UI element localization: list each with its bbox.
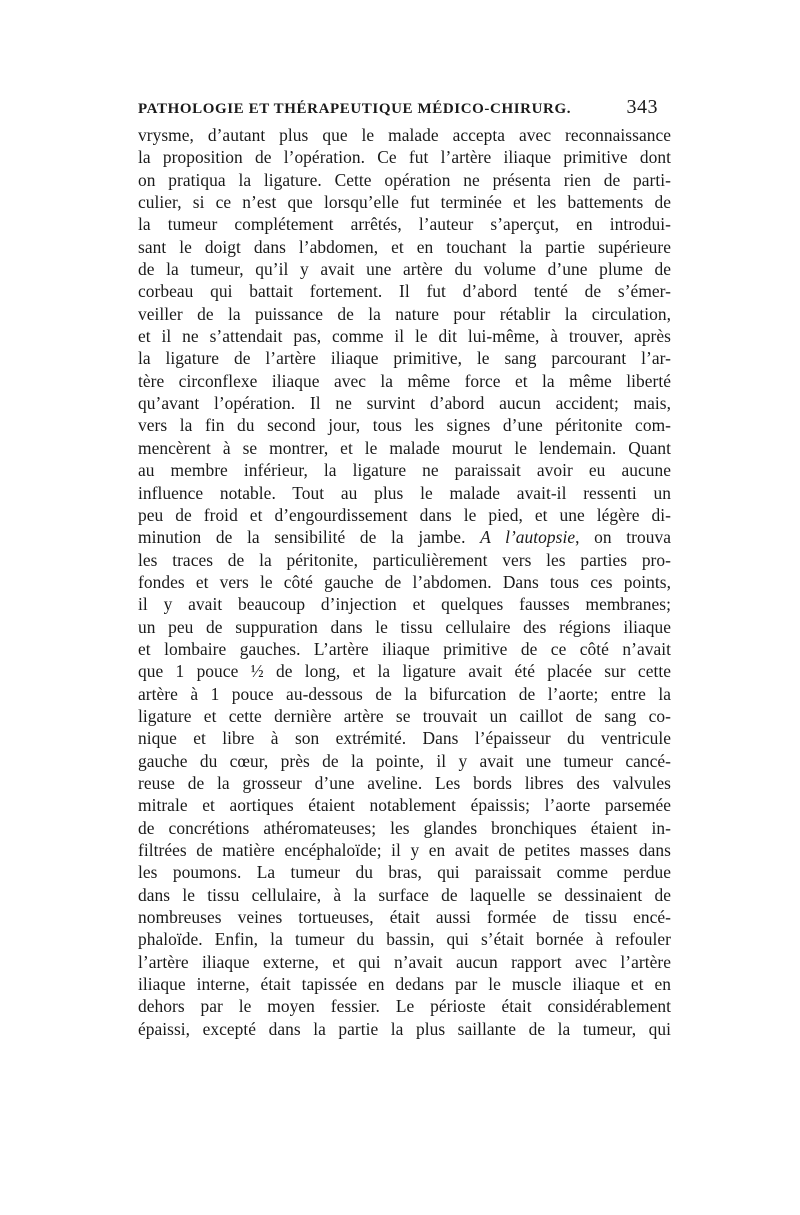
text-line: tère circonflexe iliaque avec la même force et la même liberté [138,370,671,391]
page-number: 343 [626,96,658,118]
text-segment: minution de la sensibilité de la jambe. [138,527,466,548]
text-line: au membre inférieur, la ligature ne paraissait avoir eu aucune [138,460,671,481]
text-line: l’artère iliaque externe, et qui n’avait aucun rapport avec l’artère [138,951,671,972]
text-line: la ligature de l’artère iliaque primitive, le sang parcourant l’ar- [138,348,671,369]
text-line: dehors par le moyen fessier. Le périoste était considérablement [138,996,671,1017]
text-line: reuse de la grosseur d’une aveline. Les bords libres des valvules [138,772,671,793]
text-line: la proposition de l’opération. Ce fut l’artère iliaque primitive dont [138,147,671,168]
text-line: influence notable. Tout au plus le malade avait-il ressenti un [138,482,671,503]
text-line: on pratiqua la ligature. Cette opération ne présenta rien de parti- [138,169,671,190]
text-line: veiller de la puissance de la nature pour rétablir la circulation, [138,303,671,324]
text-line: fondes et vers le côté gauche de l’abdomen. Dans tous ces points, [138,571,671,592]
text-line: culier, si ce n’est que lorsqu’elle fut terminée et les battements de [138,192,671,213]
running-title: PATHOLOGIE ET THÉRAPEUTIQUE MÉDICO-CHIRURG. [138,101,572,117]
text-line: phaloïde. Enfin, la tumeur du bassin, qui s’était bornée à refouler [138,929,671,950]
running-head [138,96,658,122]
text-line: de concrétions athéromateuses; les glandes bronchiques étaient in- [138,817,671,838]
italic-autopsie: A l’autopsie [480,527,576,548]
text-line: peu de froid et d’engourdissement dans le pied, et une légère di- [138,504,671,525]
text-line: qu’avant l’opération. Il ne survint d’abord aucun accident; mais, [138,393,671,414]
text-line: ligature et cette dernière artère se trouvait un caillot de sang co- [138,705,671,726]
text-line: et lombaire gauches. L’artère iliaque primitive de ce côté n’avait [138,638,671,659]
body-text [138,124,671,1040]
text-line-with-italic [138,526,671,548]
text-line: iliaque interne, était tapissée en dedans par le muscle iliaque et en [138,974,671,995]
text-line: vers la fin du second jour, tous les signes d’une péritonite com- [138,415,671,436]
text-segment: , on trouva [575,527,671,548]
text-line: artère à 1 pouce au-dessous de la bifurcation de l’aorte; entre la [138,683,671,704]
text-line: les poumons. La tumeur du bras, qui paraissait comme perdue [138,862,671,883]
text-line: épaissi, excepté dans la partie la plus saillante de la tumeur, qui [138,1018,671,1039]
text-line: dans le tissu cellulaire, à la surface de laquelle se dessinaient de [138,884,671,905]
text-line: corbeau qui battait fortement. Il fut d’abord tenté de s’émer- [138,281,671,302]
text-line: mencèrent à se montrer, et le malade mourut le lendemain. Quant [138,437,671,458]
text-line: gauche du cœur, près de la pointe, il y avait une tumeur cancé- [138,750,671,771]
text-line: nombreuses veines tortueuses, était aussi formée de tissu encé- [138,907,671,928]
text-line: que 1 pouce ½ de long, et la ligature avait été placée sur cette [138,661,671,682]
text-line: et il ne s’attendait pas, comme il le dit lui-même, à trouver, après [138,326,671,347]
text-line: sant le doigt dans l’abdomen, et en touchant la partie supérieure [138,236,671,257]
text-line: il y avait beaucoup d’injection et quelques fausses membranes; [138,594,671,615]
text-line: filtrées de matière encéphaloïde; il y en avait de petites masses dans [138,840,671,860]
text-line: les traces de la péritonite, particulièrement vers les parties pro- [138,549,671,570]
text-line: nique et libre à son extrémité. Dans l’épaisseur du ventricule [138,728,671,749]
text-line: un peu de suppuration dans le tissu cellulaire des régions iliaque [138,616,671,637]
text-line: de la tumeur, qu’il y avait une artère du volume d’une plume de [138,259,671,280]
text-line: la tumeur complétement arrêtés, l’auteur s’aperçut, en introdui- [138,214,671,235]
text-line: vrysme, d’autant plus que le malade accepta avec reconnaissance [138,125,671,145]
text-line: mitrale et aortiques étaient notablement épaissis; l’aorte parsemée [138,795,671,816]
